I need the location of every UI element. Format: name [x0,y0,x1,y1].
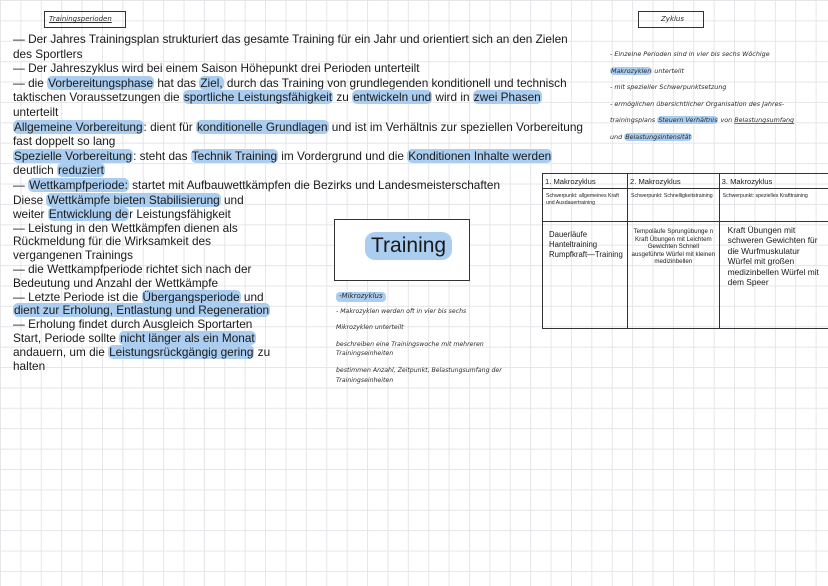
paragraph-wettkampfperiode [13,178,588,193]
main-text-block [13,32,588,193]
text-segment: und weiter [13,193,244,221]
highlight-wettkampfperiode: Wettkampfperiode: [29,177,128,192]
text-segment: zu halten [13,344,271,373]
highlight-ziel: Ziel, [200,75,223,90]
highlight-vorbereitungsphase: Vorbereitungsphase [48,75,154,90]
table-header-row [543,174,828,189]
highlight-steuern-verhaeltnis: Steuern Verhältnis [658,116,718,125]
makrozyklus-table [542,173,828,329]
text-segment: : dient für [143,119,197,134]
text-segment: und ist im Verhältnis zur speziellen Vorbereitung fast doppelt so lang [13,119,583,149]
mikro-note-line: beschreiben eine Trainingswoche mit mehreren Trainingseinheiten [336,340,484,358]
text-segment: wird in [432,90,473,105]
highlight-stabilisierung: Wettkämpfe bieten Stabilisierung [47,193,220,207]
highlight-entwickeln: entwickeln und [353,90,432,105]
text-segment: r Leistungsfähigkeit [129,206,231,221]
highlight-leistungsfaehigkeit: sportliche Leistungsfähigkeit [183,90,333,105]
text-segment: andauern, um die [13,344,109,359]
text-segment: — Erholung findet durch Ausgleich Sportarten Start, Periode sollte [13,317,253,345]
zyklus-note-line [610,116,820,126]
zyklus-note-line [610,67,820,77]
highlight-konditionelle-grundlagen: konditionelle Grundlagen [197,119,328,134]
highlight-erholung: dient zur Erholung, Entlastung und Regeneration [14,303,270,318]
text-segment: unterteilt [13,104,59,119]
mikrozyklus-notes [336,292,536,392]
text-segment: unterteilt [652,66,684,75]
text-segment: trainingsplans [610,116,658,125]
zyklus-note-line: - Einzelne Perioden sind in vier bis sechs Wöchige [610,50,770,58]
text-segment: und [240,289,264,304]
highlight-konditionen-inhalte: Konditionen Inhalte werden [408,148,552,163]
table-schwerpunkt-cell: Schwerpunkt: Schnelligkeitstraining [628,189,720,222]
text-segment: und [610,132,625,141]
highlight-monat: nicht länger als ein Monat [120,330,255,345]
table-schwerpunkt-cell: Schwerpunkt: allgemeines Kraft und Ausdauertraining [543,189,628,222]
text-segment: Diese [13,193,47,207]
highlight-uebergangsperiode: Übergangsperiode [142,289,240,304]
highlight-belastungsintensitaet: Belastungsintensität [625,132,691,141]
highlight-leistungsrueckgang: Leistungsrückgängig gering [109,344,254,359]
text-segment: : steht das [133,148,191,163]
paragraph-spezielle-vorbereitung [13,149,588,178]
paragraph-jahresplan: — Der Jahres Trainingsplan strukturiert das gesamte Training für ein Jahr und orientiert sich an den Zielen des Sportlers [13,32,568,61]
paragraph-allgemeine-vorbereitung [13,120,588,149]
text-segment: von [718,116,735,125]
mikro-note-line: bestimmen Anzahl, Zeitpunkt, Belastungsumfang der Trainingseinheiten [336,366,502,384]
paragraph-uebergangsperiode [13,291,275,319]
text-segment: deutlich [13,163,57,178]
zyklus-note-line [610,133,820,143]
table-content-cell: Tempoläufe Sprungübunge n Kraft Übungen mit Leichtem Gewichten Schnell ausgeführte Würfel mit kleinen medizinbellen [628,222,720,329]
paragraph-wettkaempfe [13,194,275,222]
highlight-makrozyklen: Makrozyklen [611,66,652,75]
text-segment: durch das Training von grundlegenden konditionell und technisch taktischen Voraussetzungen die [13,75,567,105]
text-segment: — [13,177,29,192]
text-segment: im Vordergrund und die [278,148,408,163]
paragraph-jahreszyklus: — Der Jahreszyklus wird bei einem Saison Höhepunkt drei Perioden unterteilt [13,61,420,76]
mikro-note-line: - Makrozyklen werden oft in vier bis sechs [336,307,467,315]
text-segment: hat das [154,75,200,90]
mikro-note-line: Mikrozyklen unterteilt [336,324,404,332]
highlight-allgemeine-vorbereitung: Allgemeine Vorbereitung [14,119,143,134]
mikrozyklus-title: -Mikrozyklus [336,292,386,302]
table-schwerpunkt-row [543,189,828,222]
table-schwerpunkt-cell: Schwerpunkt: spezielles Krafttraining [719,189,828,222]
paragraph-rueckmeldung: — Leistung in den Wettkämpfen dienen als Rückmeldung für die Wirksamkeit des vergangenen Trainings [13,220,238,263]
table-content-cell: Dauerläufe Hanteltraining Rumpfkraft—Training [543,222,628,329]
table-header-cell: 2. Makrozyklus [628,174,720,189]
paragraph-erholung [13,318,275,373]
zyklus-note-line: - mit spezieller Schwerpunktsetzung [610,83,727,92]
zyklus-title: Zyklus [661,15,685,23]
highlight-entwicklung: Entwicklung de [48,206,129,221]
left-column-text [13,194,275,373]
text-segment: — die [13,75,48,90]
text-segment: zu [333,90,353,105]
text-segment: startet mit Aufbauwettkämpfen die Bezirks und Landesmeisterschaften [128,177,501,192]
training-label: Training [365,232,452,260]
table-header-cell: 3. Makrozyklus [719,174,828,189]
trainingsperioden-title: Trainingsperioden [49,15,112,23]
paragraph-vorbereitungsphase [13,76,588,120]
highlight-reduziert: reduziert [57,163,104,178]
highlight-spezielle-vorbereitung: Spezielle Vorbereitung [14,148,133,163]
zyklus-title-box [638,11,704,28]
table-header-cell: 1. Makrozyklus [543,174,628,189]
highlight-technik-training: Technik Training [191,148,278,163]
trainingsperioden-title-box [44,11,126,28]
table-content-row [543,222,828,329]
training-box [334,219,470,281]
underline-belastungsumfang: Belastungsumfang [734,116,795,125]
zyklus-note-line: - ermöglichen übersichtlicher Organisation des Jahres- [610,99,785,108]
table-content-cell: Kraft Übungen mit schweren Gewichten für die Wurfmuskulatur Würfel mit großen medizinbellen Würfel mit dem Speer [719,222,828,329]
paragraph-bedeutung: — die Wettkampfperiode richtet sich nach der Bedeutung und Anzahl der Wettkämpfe [13,261,252,290]
highlight-zwei-phasen: zwei Phasen [473,90,541,105]
text-segment: — Letzte Periode ist die [13,289,142,304]
zyklus-notes [610,50,820,150]
